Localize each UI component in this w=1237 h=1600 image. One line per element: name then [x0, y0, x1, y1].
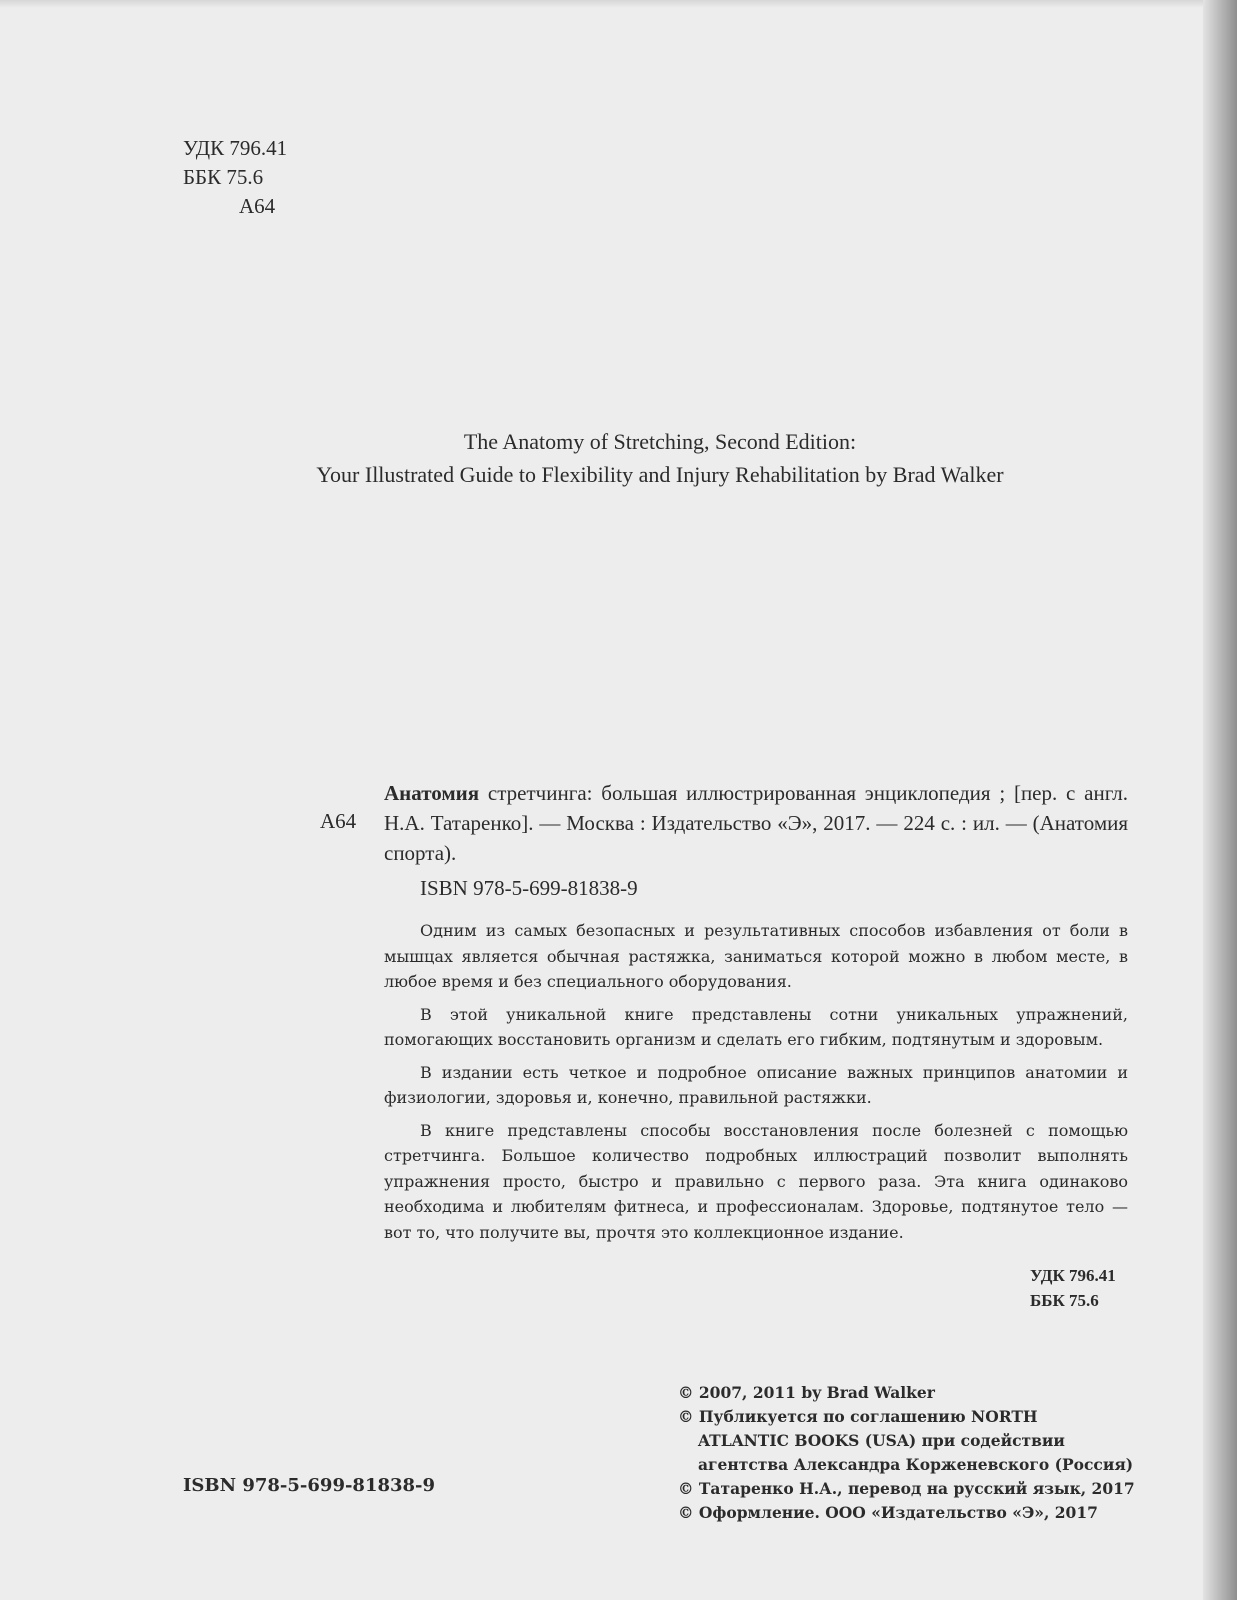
- original-title: [200, 425, 1120, 491]
- bibliographic-text: стретчинга: большая иллюстрированная энциклопедия ; [пер. с англ. Н.А. Татаренко]. — Москва : Издательство «Э», 2017. — 224 с. : ил. — (Анатомия спорта).: [384, 781, 1128, 865]
- copyright-line-6: © Оформление. ООО «Издательство «Э», 2017: [678, 1503, 1098, 1522]
- copyright-line-2: © Публикуется по соглашению NORTH: [678, 1407, 1038, 1426]
- page-binding-edge: [1203, 0, 1237, 1600]
- copyright-line-4: агентства Александра Корженевского (Россия): [698, 1455, 1134, 1474]
- classification-right: [1030, 1263, 1116, 1313]
- original-title-line2: Your Illustrated Guide to Flexibility and Injury Rehabilitation by Brad Walker: [316, 462, 1004, 487]
- copyright-line-5: © Татаренко Н.А., перевод на русский язык, 2017: [678, 1479, 1135, 1498]
- bbk-code-right: ББК 75.6: [1030, 1291, 1099, 1310]
- annotation-paragraph-1: Одним из самых безопасных и результативных способов избавления от боли в мышцах является обычная растяжка, заниматься которой можно в любом месте, в любое время и без специального оборудования.: [384, 921, 1128, 991]
- bbk-code: ББК 75.6: [183, 165, 264, 189]
- bibliographic-record: [384, 778, 1128, 868]
- annotation-paragraph-3: В издании есть четкое и подробное описание важных принципов анатомии и физиологии, здоровья и, конечно, правильной растяжки.: [384, 1062, 1128, 1107]
- author-sign: А64: [239, 194, 276, 218]
- isbn-record: ISBN 978-5-699-81838-9: [420, 876, 638, 900]
- isbn-bottom: ISBN 978-5-699-81838-9: [183, 1475, 436, 1496]
- copyright-block: [678, 1381, 1135, 1525]
- udk-code: УДК 796.41: [183, 136, 288, 160]
- copyright-line-1: © 2007, 2011 by Brad Walker: [678, 1383, 935, 1402]
- bibliographic-author-sign: А64: [320, 809, 357, 833]
- bibliographic-title-bold: Анатомия: [384, 781, 480, 805]
- page-top-edge: [0, 0, 1237, 8]
- udk-code-right: УДК 796.41: [1030, 1266, 1116, 1285]
- annotation-paragraph-4: В книге представлены способы восстановления после болезней с помощью стретчинга. Большое количество подробных иллюстраций позволит выполнять упражнения просто, быстро и правильно с первого раза. Эта книга одинаково необходима и любителям фитнеса, и профессионалам. Здоровье, подтянутое тело — вот то, что получите вы, прочтя это коллекционное издание.: [384, 1120, 1128, 1242]
- annotation-paragraph-2: В этой уникальной книге представлены сотни уникальных упражнений, помогающих восстановить организм и сделать его гибким, подтянутым и здоровым.: [384, 1004, 1128, 1049]
- original-title-line1: The Anatomy of Stretching, Second Edition:: [463, 429, 857, 454]
- copyright-line-3: ATLANTIC BOOKS (USA) при содействии: [698, 1431, 1065, 1450]
- udk-block: [183, 134, 287, 221]
- annotation: [384, 918, 1128, 1252]
